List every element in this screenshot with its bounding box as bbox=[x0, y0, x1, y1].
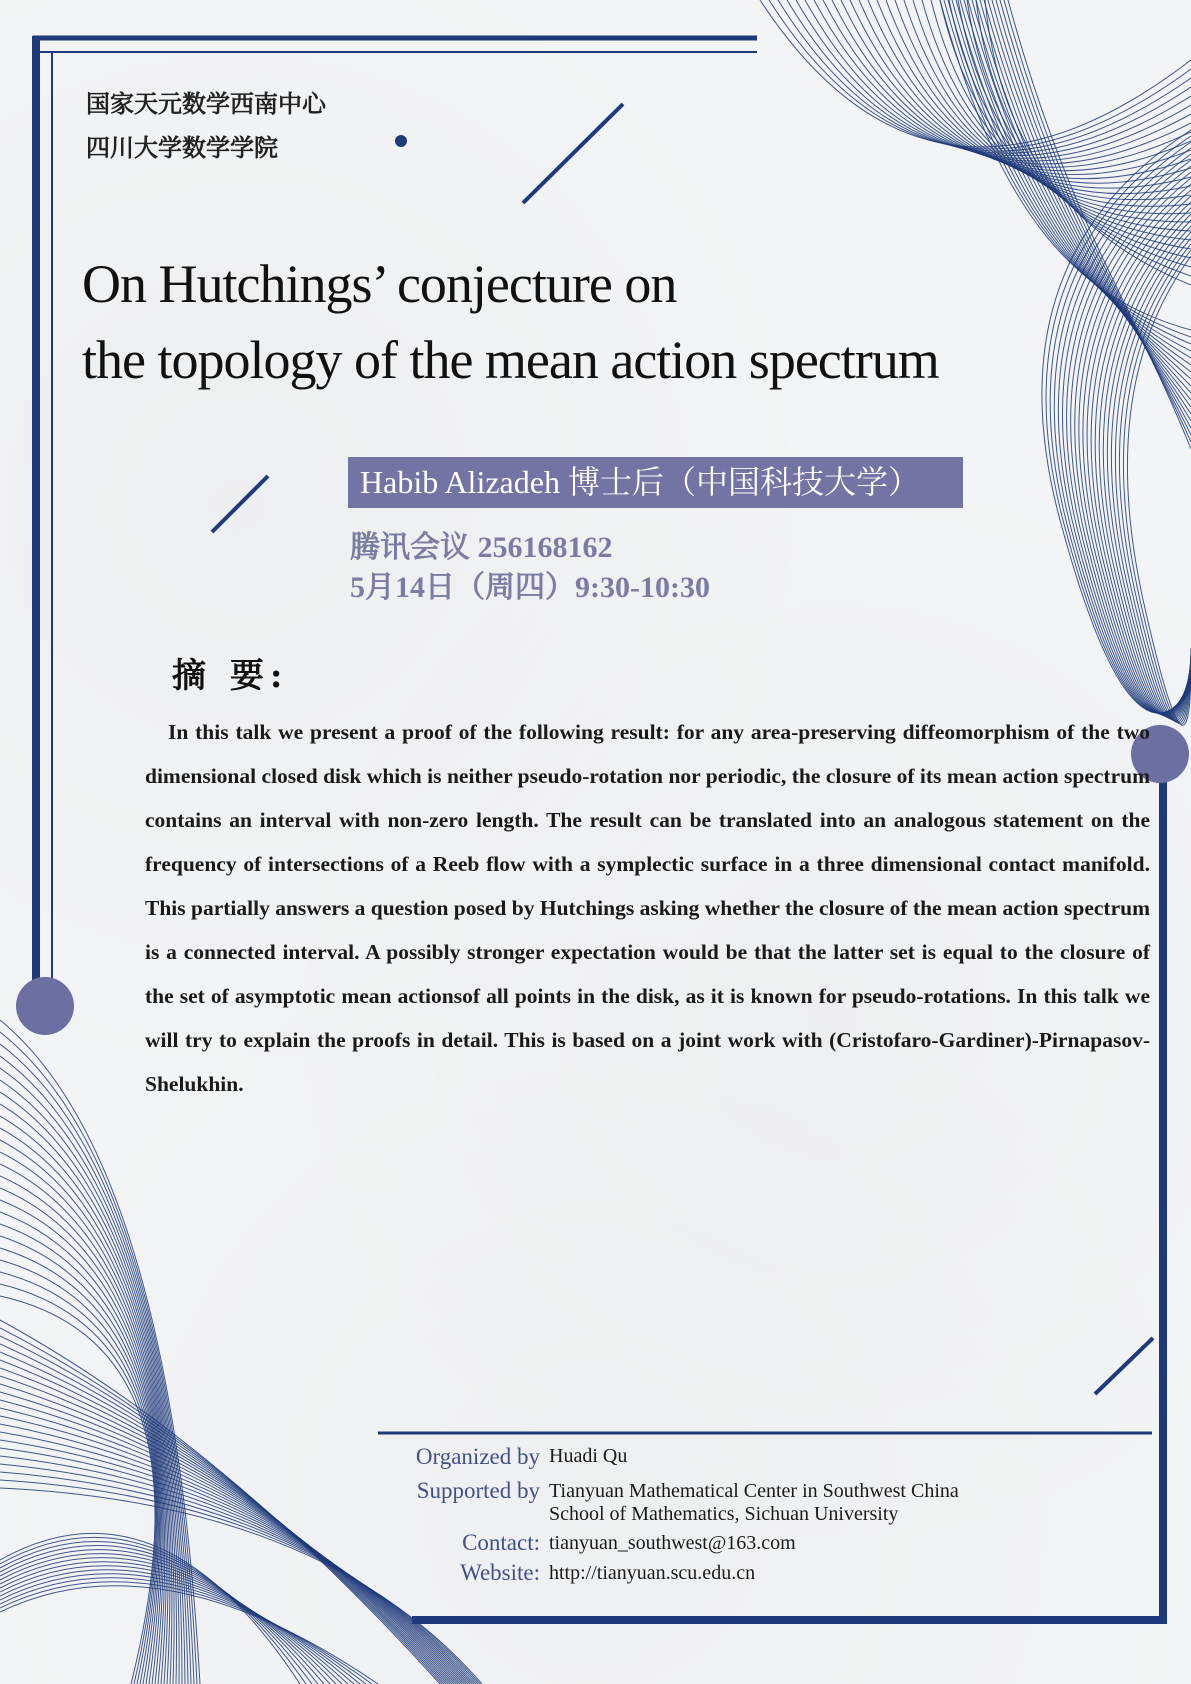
title-line-2: the topology of the mean action spectrum bbox=[82, 330, 939, 390]
line-art-curve bbox=[976, 0, 1191, 393]
speaker-banner: Habib Alizadeh 博士后（中国科技大学） bbox=[348, 457, 963, 508]
organizer-header bbox=[86, 82, 326, 170]
line-art-curve bbox=[0, 1200, 163, 1684]
line-art-curve bbox=[0, 1352, 448, 1684]
meeting-id: 腾讯会议 256168162 bbox=[350, 531, 613, 564]
contact-email[interactable]: tianyuan_southwest@163.com bbox=[549, 1532, 796, 1554]
accent-slash-top bbox=[523, 104, 623, 203]
line-art-curve bbox=[940, 0, 1191, 330]
abstract-body: In this talk we present a proof of the following result: for any area-preserving diffeomorphism of the two dimensional closed disk which is neither pseudo-rotation nor periodic, the closure of its mean action spectrum contains an interval with non-zero length. The result can be translated into an analogous statement on the frequency of intersections of a Reeb flow with a symplectic surface in a three dimensional contact manifold. This partially answers a question posed by Hutchings asking whether the closure of the mean action spectrum is a connected interval. A possibly stronger expectation would be that the latter set is equal to the closure of the set of asymptotic mean actionsof all points in the disk, as it is known for pseudo-rotations. In this talk we will try to explain the proofs in detail. This is based on a joint work with (Cristofaro-Gardiner)-Pirnapasov-Shelukhin. bbox=[145, 720, 1150, 1096]
line-art-curve bbox=[1075, 178, 1191, 715]
website-link[interactable]: http://tianyuan.scu.edu.cn bbox=[549, 1562, 756, 1584]
contact-label: Contact: bbox=[462, 1530, 540, 1555]
line-art-curve bbox=[841, 0, 1191, 171]
line-art-curve bbox=[769, 0, 1191, 149]
organized-value: Huadi Qu bbox=[549, 1445, 628, 1467]
line-art-curve bbox=[0, 1570, 354, 1684]
org-line-school: 四川大学数学学院 bbox=[86, 133, 278, 162]
line-art-curve bbox=[0, 1272, 157, 1684]
meeting-datetime: 5月14日（周四）9:30-10:30 bbox=[350, 571, 710, 604]
line-art-curve bbox=[944, 0, 1191, 337]
abstract-heading: 摘 要: bbox=[172, 656, 289, 696]
title-line-1: On Hutchings’ conjecture on bbox=[82, 254, 677, 314]
talk-title bbox=[82, 246, 939, 398]
line-art-curve bbox=[0, 1368, 452, 1684]
supported-value-2: School of Mathematics, Sichuan University bbox=[549, 1503, 899, 1525]
line-art-curve bbox=[984, 0, 1191, 407]
supported-label: Supported by bbox=[416, 1478, 540, 1503]
line-art-curve bbox=[0, 1360, 450, 1684]
supported-value-1: Tianyuan Mathematical Center in Southwest China bbox=[549, 1480, 959, 1502]
accent-circle-left bbox=[16, 977, 74, 1035]
line-art-curve bbox=[0, 1176, 166, 1684]
line-art-curve bbox=[0, 1188, 165, 1684]
line-art-curve bbox=[0, 1248, 158, 1684]
organized-label: Organized by bbox=[415, 1444, 540, 1469]
website-label: Website: bbox=[460, 1560, 540, 1585]
accent-slash-bottom bbox=[1095, 1338, 1153, 1394]
line-art-curve bbox=[0, 1260, 158, 1684]
accent-dot bbox=[395, 135, 407, 147]
line-art-curve bbox=[877, 0, 1191, 188]
line-art-curve bbox=[0, 1236, 160, 1684]
line-art-curve bbox=[760, 0, 1191, 147]
meeting-info bbox=[350, 528, 710, 608]
accent-slash-middle bbox=[212, 476, 268, 532]
org-line-center: 国家天元数学西南中心 bbox=[86, 89, 326, 118]
line-art-curve bbox=[948, 0, 1191, 344]
